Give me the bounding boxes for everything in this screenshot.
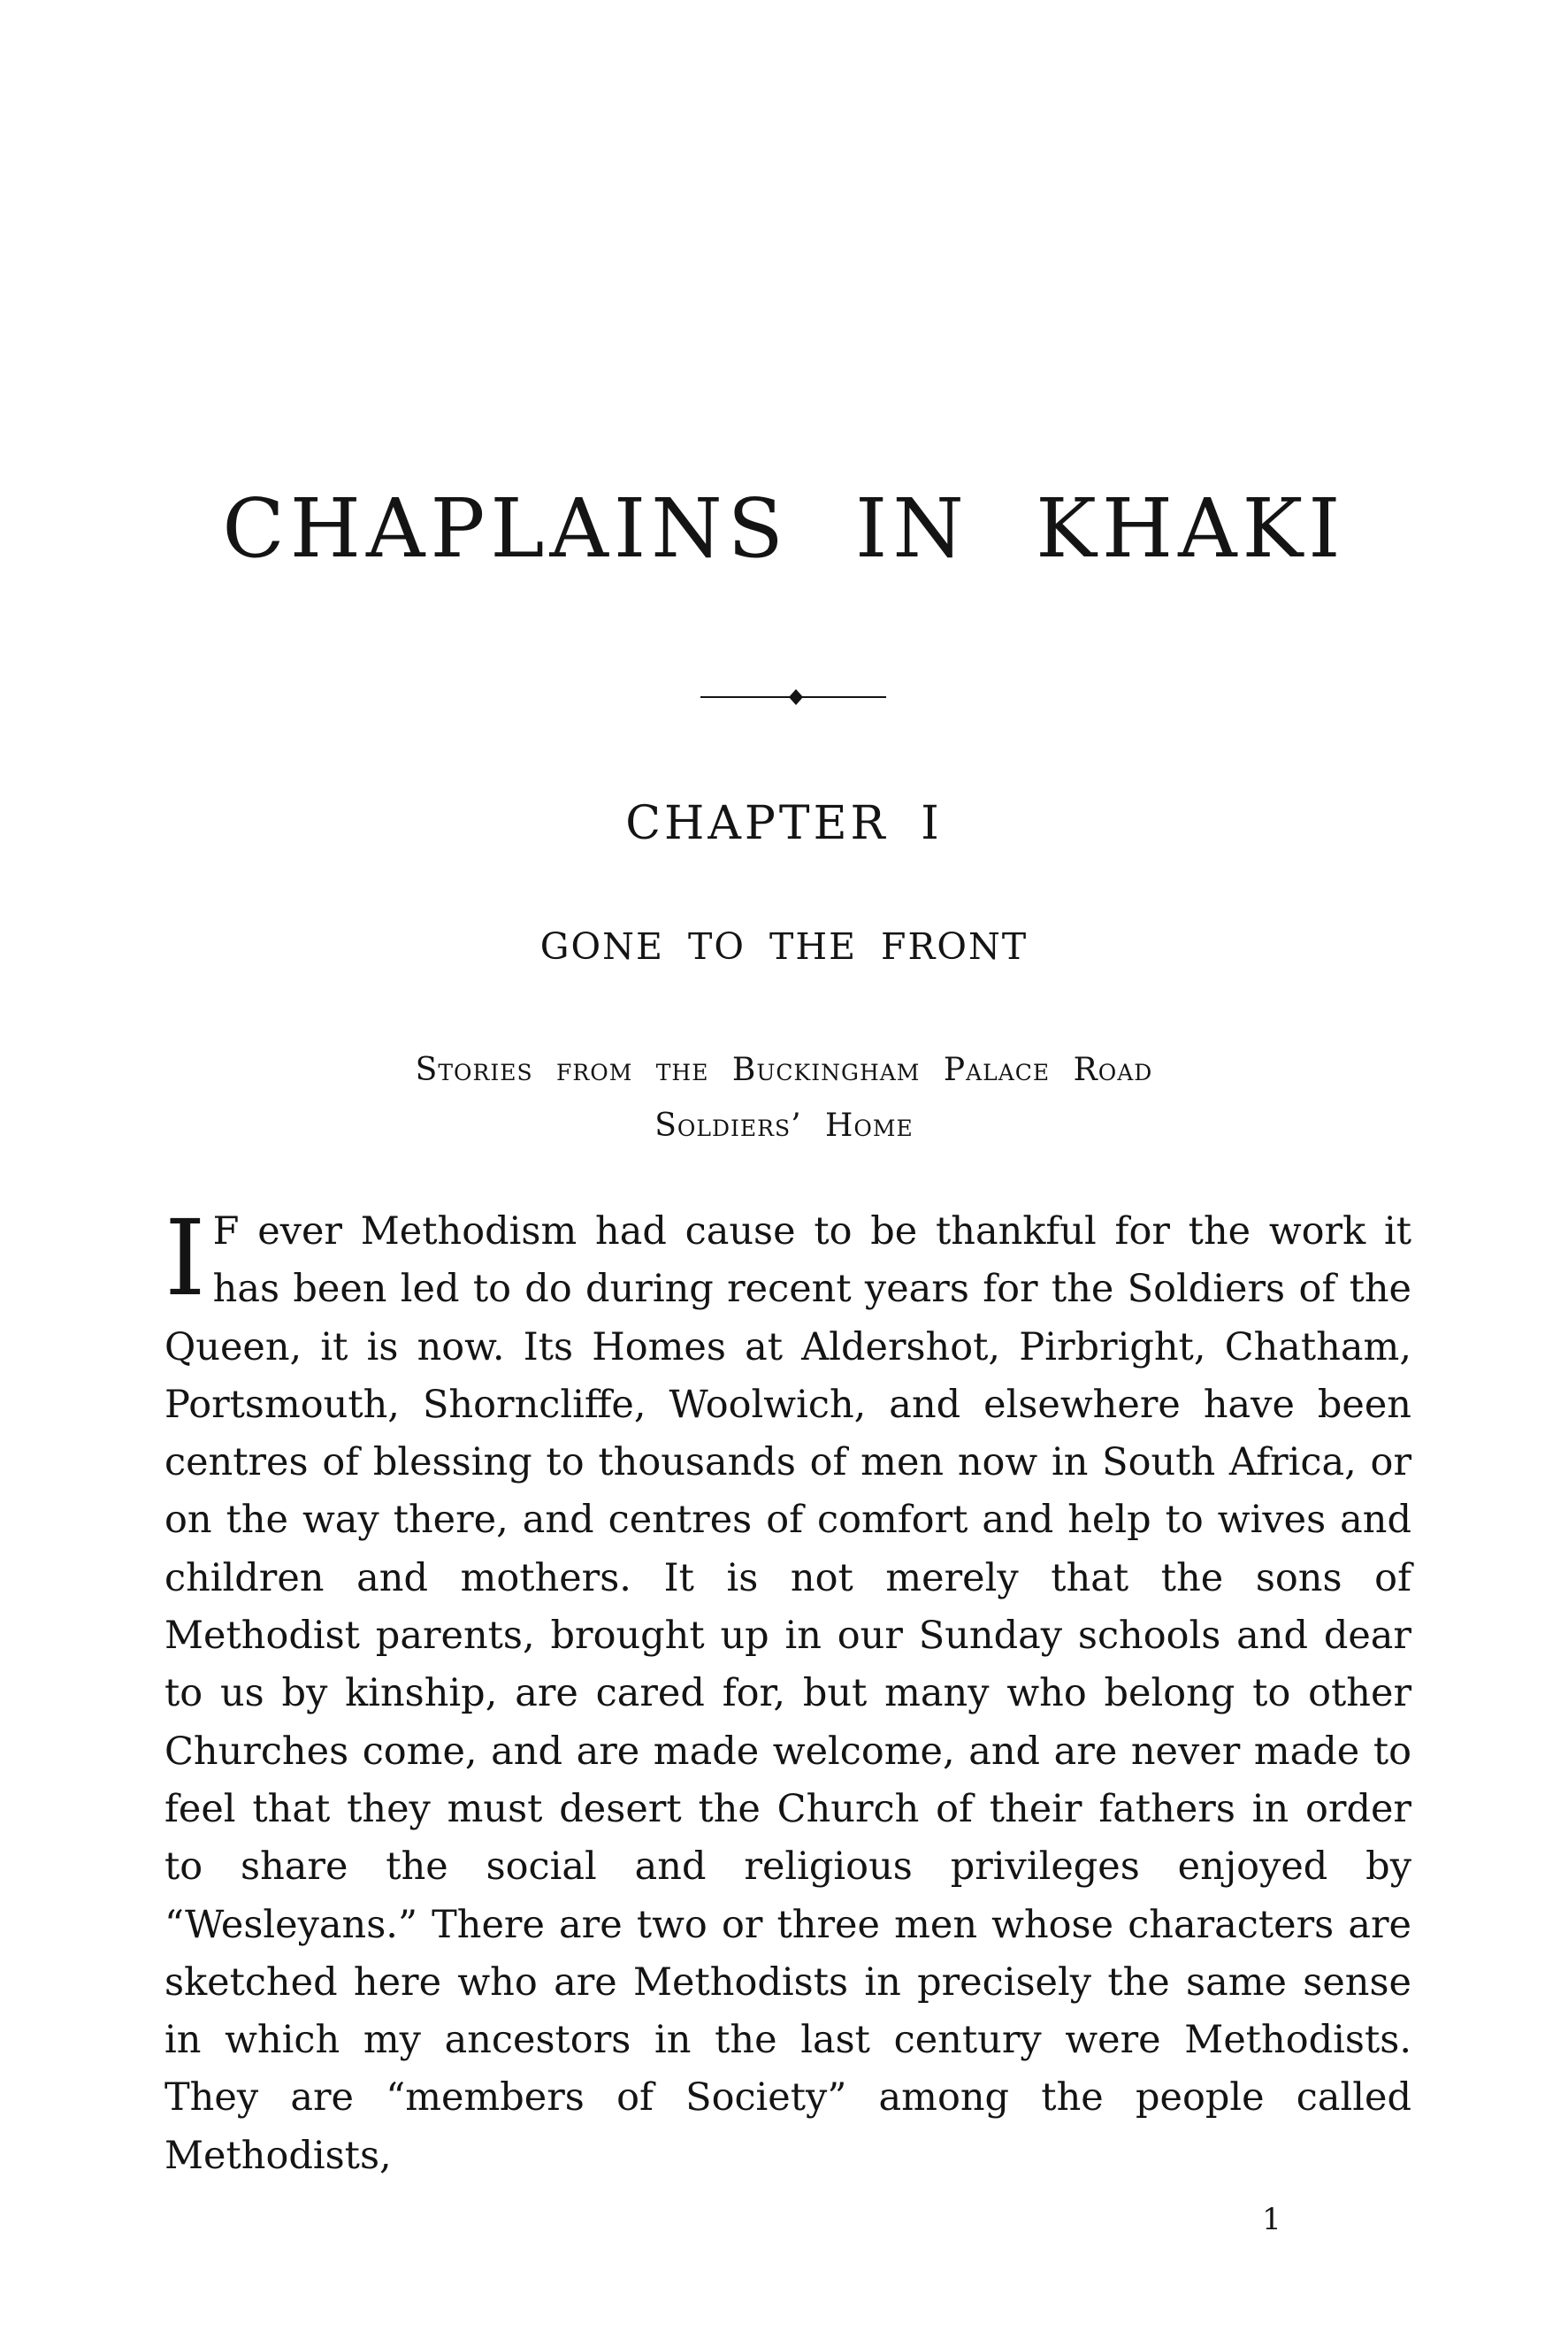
text-line: welcome, and are never made to feel that they must desert: [164, 1729, 1411, 1831]
opening-paragraph: [164, 1197, 1412, 2185]
subtitle-line: Stories from the Buckingham Palace Road: [415, 1052, 1153, 1088]
text-line: have been centres of blessing to thousands of men now in: [164, 1382, 1412, 1485]
subtitle-line: Soldiers’ Home: [654, 1108, 914, 1144]
chapter-title: GONE TO THE FRONT: [539, 925, 1029, 968]
text-line: our Sunday schools and dear to us by kinship, are cared for,: [164, 1614, 1411, 1716]
text-line: “members of Society” among the people called Methodists,: [164, 2075, 1412, 2178]
text-line: but many who belong to other Churches come, and are made: [164, 1671, 1412, 1774]
text-line: of the Queen, it is now. Its Homes at Aldershot, Pirbright,: [164, 1267, 1411, 1369]
text-line: the Church of their fathers in order to share the social and: [164, 1786, 1411, 1890]
text-line: ancestors in the last century were Methodists. They are: [164, 2018, 1411, 2120]
book-title: CHAPLAINS IN KHAKI: [222, 481, 1346, 576]
text-line: are Methodists in precisely the same sense in which my: [164, 1959, 1412, 2063]
text-line: and help to wives and children and mothers. It is not: [164, 1498, 1412, 1600]
chapter-number: CHAPTER I: [625, 797, 943, 850]
page-number: 1: [1262, 2202, 1281, 2237]
text-line: religious privileges enjoyed by “Wesleyans.” There are: [164, 1844, 1411, 1947]
chapter-subtitle: [177, 1042, 1391, 1154]
drop-cap: I: [164, 1197, 206, 1319]
text-line: South Africa, or on the way there, and centres of comfort: [164, 1440, 1412, 1543]
text-line: F ever Methodism had cause to be thankful for the work: [212, 1209, 1366, 1254]
text-line: two or three men whose characters are sketched here who: [164, 1902, 1412, 2005]
text-line: Chatham, Portsmouth, Shorncliffe, Woolwich, and elsewhere: [164, 1324, 1411, 1427]
body-text: [164, 1197, 1412, 2185]
ornament-divider-icon: [700, 686, 886, 708]
text-line: it has been led to do during recent years for the Soldiers: [212, 1209, 1411, 1312]
text-line: merely that the sons of Methodist parents, brought up in: [164, 1555, 1411, 1659]
